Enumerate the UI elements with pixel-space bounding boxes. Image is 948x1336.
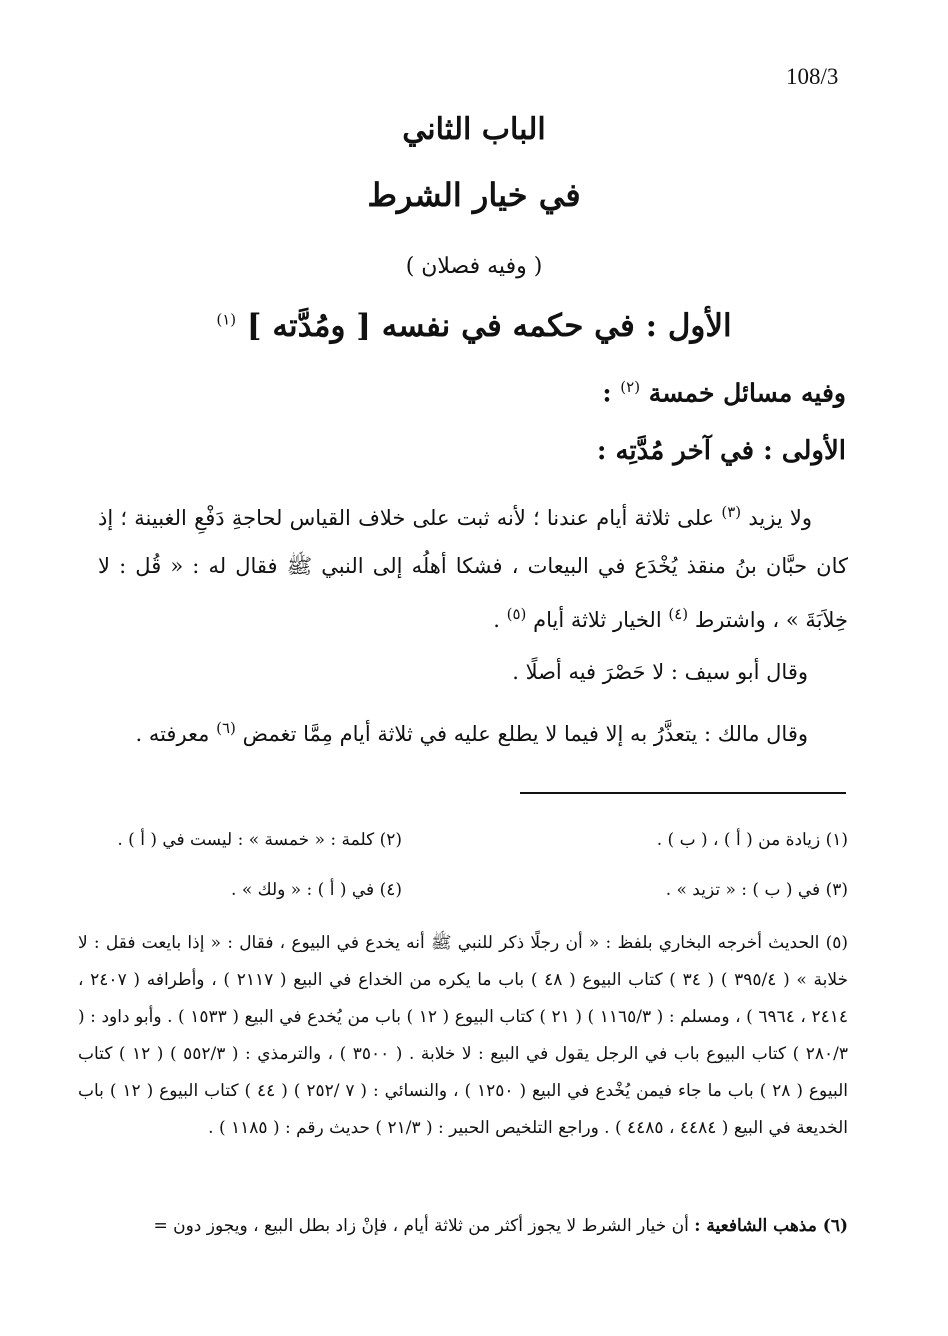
p1-text-c: الخيار ثلاثة أيام <box>533 608 662 632</box>
p1-text-a: ولا يزيد <box>748 506 812 530</box>
footnote-4: (٤) في ( أ ) : « ولك » . <box>231 880 402 900</box>
footnote-ref-6: (٦) <box>216 719 236 737</box>
parts-note: ( وفيه فصلان ) <box>405 254 543 279</box>
chapter-heading: الباب الثاني <box>402 112 546 147</box>
footnote-divider <box>520 792 846 794</box>
section-title-text: الأول : في حكمه في نفسه [ ومُدَّته ] <box>246 308 732 344</box>
issues-line <box>86 378 846 407</box>
footnote-ref-5: (٥) <box>506 605 527 623</box>
footnote-1: (١) زيادة من ( أ ) ، ( ب ) . <box>656 830 848 850</box>
footnote-3: (٣) في ( ب ) : « تزيد » . <box>665 880 848 900</box>
footnote-5: (٥) الحديث أخرجه البخاري بلفظ : « أن رجلًا ذكر للنبي ﷺ أنه يخدع في البيوع ، فقال : « إذا بايعت فقل : لا خلابة » ( ٣٩٥/٤ ) ( ٣٤ ) كتاب البيوع ( ٤٨ ) باب ما يكره من الخداع في البيع ( ٢١١٧ ) ، وأطرافه ( ٢٤٠٧ ، ٢٤١٤ ، ٦٩٦٤ ) ، ومسلم : ( ١١٦٥/٣ ) ( ٢١ ) كتاب البيوع ( ١٢ ) باب من يُخدع في البيع ( ١٥٣٣ ) . وأبو داود : ( ٢٨٠/٣ ) كتاب البيوع باب في الرجل يقول في البيع : لا خلابة . ( ٣٥٠٠ ) ، والترمذي : ( ٥٥٢/٣ ) ( ١٢ ) كتاب البيوع ( ٢٨ ) باب ما جاء فيمن يُخْدع في البيع ( ١٢٥٠ ) ، والنسائي : ( ٧ /٢٥٢ ) ( ٤٤ ) كتاب البيوع ( ١٢ ) باب الخديعة في البيع ( ٤٤٨٤ ، ٤٤٨٥ ) . وراجع التلخيص الحبير : ( ٢١/٣ ) حديث رقم : ( ١١٨٥ ) . <box>78 933 849 1138</box>
footnote-2: (٢) كلمة : « خمسة » : ليست في ( أ ) . <box>117 830 402 850</box>
issues-tail: : <box>602 378 612 408</box>
footnote-6 <box>78 1212 848 1240</box>
issues-text: وفيه مسائل خمسة <box>648 378 846 408</box>
p1-text-b: على ثلاثة أيام عندنا ؛ لأنه ثبت على خلاف القياس لحاجةِ دَفْعِ الغبينة ؛ إذ كان حبَّان بنُ منقذ يُخْدَع في البيعات ، فشكا أهلُه إلى النبي ﷺ فقال له : « قُل : لا خِلاَبَةَ » ، واشترط <box>98 506 848 632</box>
p3-text-a: وقال مالك : يتعذَّرُ به إلا فيما لا يطلع عليه في ثلاثة أيام مِمَّا تغمض <box>242 722 808 746</box>
footnote-ref-3: (٣) <box>721 503 742 521</box>
page-number: 108/3 <box>786 64 839 89</box>
footnote-6-lead: (٦) مذهب الشافعية : <box>694 1216 848 1236</box>
p3-text-b: معرفته . <box>135 722 210 746</box>
footnote-6-text: أن خيار الشرط لا يجوز أكثر من ثلاثة أيام ، فإنْ زاد بطل البيع ، ويجوز دون = <box>153 1216 689 1236</box>
footnote-ref-1: (١) <box>216 310 237 329</box>
paragraph-3 <box>98 704 808 758</box>
paragraph-1 <box>98 488 848 644</box>
footnote-ref-4: (٤) <box>668 605 689 623</box>
first-issue-heading: الأولى : في آخر مُدَّتِه : <box>596 436 846 466</box>
p1-text-d: . <box>493 608 500 632</box>
paragraph-2: وقال أبو سيف : لا حَصْرَ فيه أصلًا . <box>512 660 808 684</box>
footnote-ref-2: (٢) <box>620 378 641 396</box>
chapter-title: في خيار الشرط <box>367 176 581 214</box>
section-title <box>0 308 948 344</box>
